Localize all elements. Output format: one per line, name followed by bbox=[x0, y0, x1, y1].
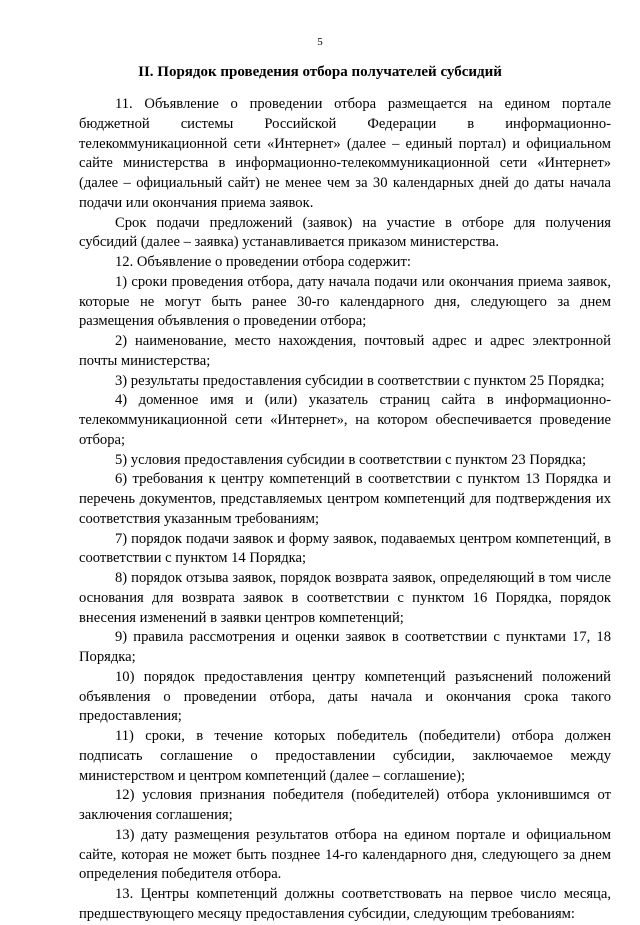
paragraph: 12) условия признания победителя (победителей) отбора уклонившимся от заключения соглашения; bbox=[79, 787, 611, 823]
paragraph: 11. Объявление о проведении отбора размещается на едином портале бюджетной системы Российской Федерации в информационно-телекоммуникационной сети «Интернет» (далее – единый портал) и официальном сайте министерства в информационно-телекоммуникационной сети «Интернет» (далее – официальный сайт) не менее чем за 30 календарных дней до даты начала подачи или окончания приема заявок. bbox=[79, 96, 611, 211]
paragraph: 13) дату размещения результатов отбора на едином портале и официальном сайте, которая не может быть позднее 14-го календарного дня, следующего за днем определения победителя отбора. bbox=[79, 826, 611, 883]
document-body bbox=[79, 95, 611, 925]
paragraph: 10) порядок предоставления центру компетенций разъяснений положений объявления о проведении отбора, даты начала и окончания срока такого предоставления; bbox=[79, 668, 611, 725]
page-number: 5 bbox=[317, 36, 323, 48]
paragraph: 13. Центры компетенций должны соответствовать на первое число месяца, предшествующего месяцу предоставления субсидии, следующим требованиям: bbox=[79, 886, 611, 922]
paragraph: 12. Объявление о проведении отбора содержит: bbox=[115, 254, 411, 270]
paragraph: 5) условия предоставления субсидии в соответствии с пунктом 23 Порядка; bbox=[115, 451, 587, 468]
paragraph: 7) порядок подачи заявок и форму заявок, подаваемых центром компетенций, в соответствии с пунктом 14 Порядка; bbox=[79, 530, 611, 567]
paragraph: 4) доменное имя и (или) указатель страниц сайта в информационно-телекоммуникационной сети «Интернет», на котором обеспечивается проведение отбора; bbox=[79, 392, 611, 448]
paragraph: 2) наименование, место нахождения, почтовый адрес и адрес электронной почты министерства; bbox=[79, 333, 611, 369]
paragraph: 6) требования к центру компетенций в соответствии с пунктом 13 Порядка и перечень документов, представляемых центром компетенций для подтверждения их соответствия указанным требованиям; bbox=[79, 471, 611, 527]
paragraph: 11) сроки, в течение которых победитель (победители) отбора должен подписать соглашение о предоставлении субсидии, заключаемое между министерством и центром компетенций (далее – соглашение); bbox=[79, 728, 611, 784]
section-title: II. Порядок проведения отбора получателей субсидий bbox=[138, 64, 502, 80]
paragraph: 1) сроки проведения отбора, дату начала подачи или окончания приема заявок, которые не могут быть ранее 30-го календарного дня, следующего за днем размещения объявления о проведении отбора; bbox=[79, 273, 611, 330]
paragraph: Срок подачи предложений (заявок) на участие в отборе для получения субсидий (далее – заявка) устанавливается приказом министерства. bbox=[79, 214, 611, 251]
paragraph: 3) результаты предоставления субсидии в соответствии с пунктом 25 Порядка; bbox=[115, 372, 605, 389]
paragraph: 9) правила рассмотрения и оценки заявок в соответствии с пунктами 17, 18 Порядка; bbox=[79, 629, 611, 665]
paragraph: 8) порядок отзыва заявок, порядок возврата заявок, определяющий в том числе основания для возврата заявок в соответствии с пунктом 16 Порядка, порядок внесения изменений в заявки центров компетенций; bbox=[79, 570, 611, 626]
